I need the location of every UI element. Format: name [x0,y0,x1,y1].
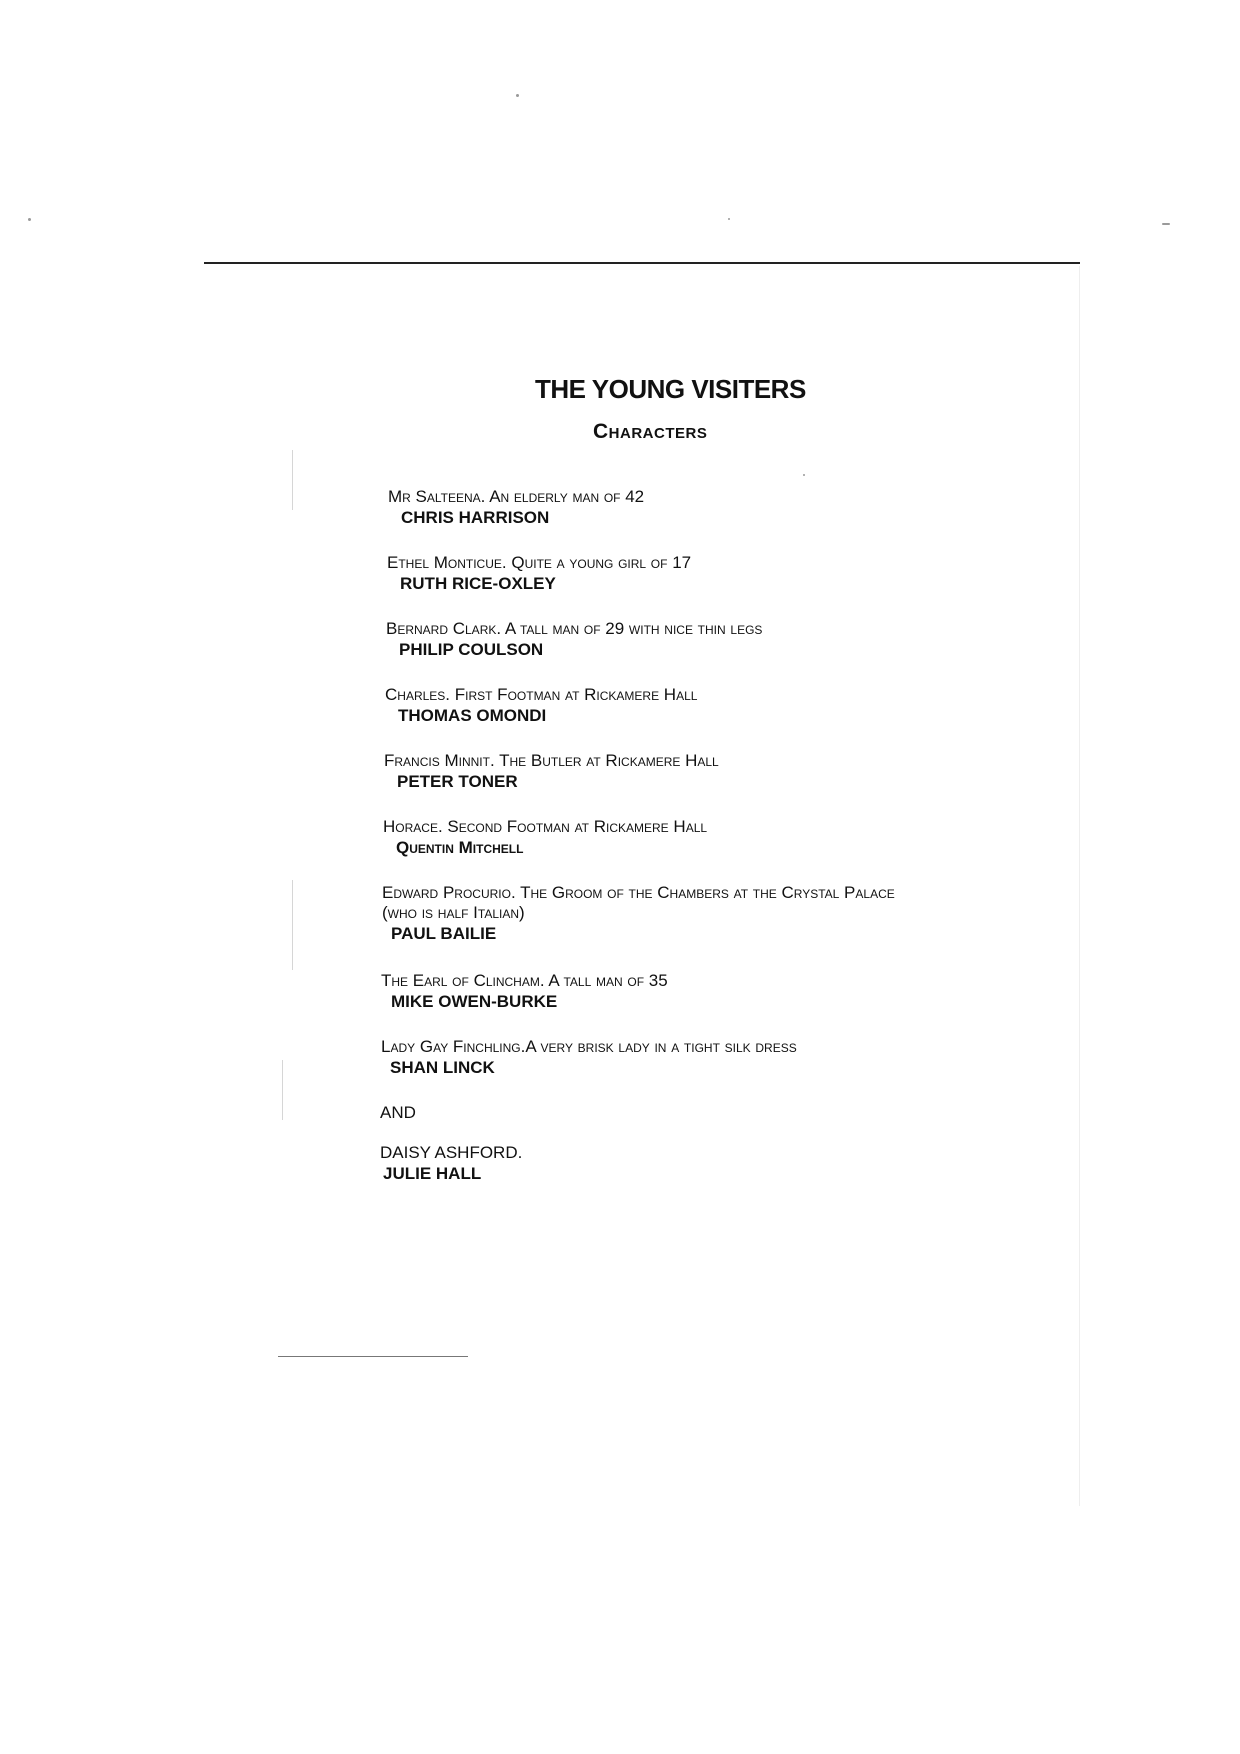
bottom-rule [278,1356,468,1357]
actor-name: PETER TONER [397,772,518,791]
actor-name: PAUL BAILIE [391,924,497,943]
role-description: Charles. First Footman at Rickamere Hall [385,685,698,704]
scan-speck [803,474,805,476]
cast-list [380,487,970,1183]
actor-name: SHAN LINCK [390,1058,495,1077]
role-description: Ethel Monticue. Quite a young girl of 17 [387,553,692,572]
left-edge-mark [292,450,293,510]
cast-entry [385,685,697,727]
role-description: Edward Procurio. The Groom of the Chambers at the Crystal Palace (who is half Italian) [382,883,895,922]
actor-name: Quentin Mitchell [396,838,524,857]
role-description: The Earl of Clincham. A tall man of 35 [381,971,668,990]
role-description: Horace. Second Footman at Rickamere Hall [383,817,708,836]
cast-entry [382,883,922,945]
scan-speck [516,94,519,97]
actor-name: JULIE HALL [383,1164,482,1183]
characters-heading: Characters [593,420,708,443]
scan-speck [1162,223,1170,225]
role-description: Lady Gay Finchling.A very brisk lady in a tight silk dress [381,1037,797,1056]
actor-name: THOMAS OMONDI [398,706,547,725]
role-description: Mr Salteena. An elderly man of 42 [388,487,645,506]
actor-name: PHILIP COULSON [399,640,544,659]
scan-speck [728,218,730,220]
actor-name: RUTH RICE-OXLEY [400,574,556,593]
cast-entry [384,751,719,793]
left-edge-mark [282,1060,283,1120]
cast-entry [381,971,668,1013]
actor-name: CHRIS HARRISON [401,508,550,527]
cast-entry [381,1037,797,1079]
role-description: Bernard Clark. A tall man of 29 with nice thin legs [386,619,763,638]
right-edge-mark [1079,266,1080,1506]
left-edge-mark [292,880,293,970]
play-title: THE YOUNG VISITERS [535,374,806,404]
actor-name: MIKE OWEN-BURKE [391,992,558,1011]
top-rule [204,262,1080,264]
cast-entry-final [380,1143,522,1185]
cast-entry [386,619,762,661]
scan-speck [28,218,31,221]
and-label: AND [380,1103,416,1122]
cast-entry [387,553,691,595]
cast-entry [383,817,707,859]
cast-entry [388,487,978,529]
role-description: DAISY ASHFORD. [380,1143,523,1162]
role-description: Francis Minnit. The Butler at Rickamere Hall [384,751,719,770]
